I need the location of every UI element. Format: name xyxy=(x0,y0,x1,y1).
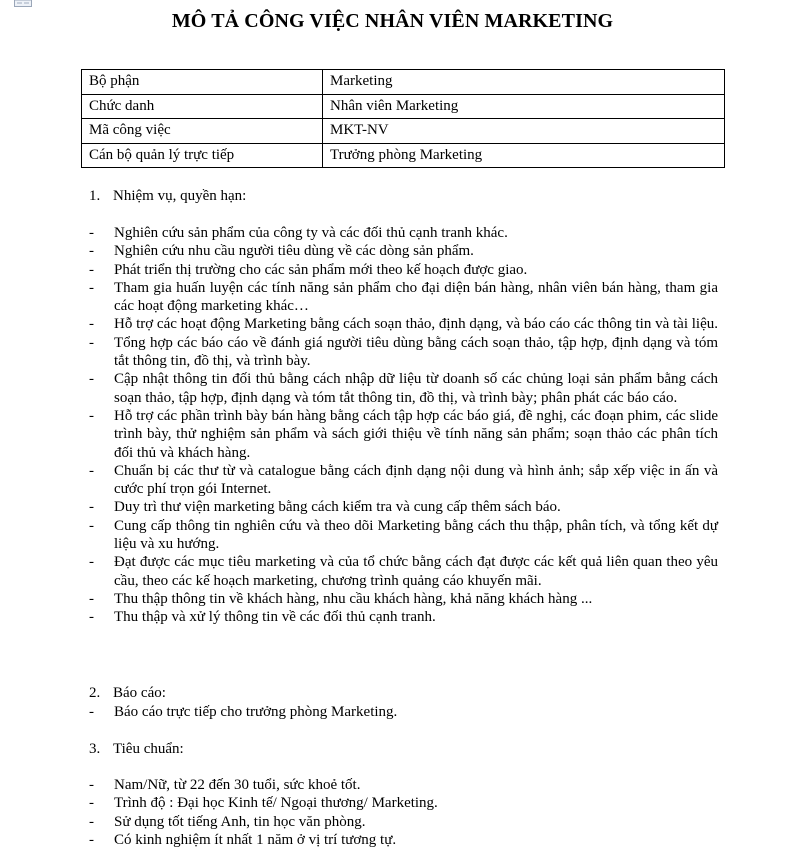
table-cell-value: MKT-NV xyxy=(323,119,725,144)
table-row xyxy=(82,119,725,144)
list-item: - Hỗ trợ các phần trình bày bán hàng bằng cách tập hợp các báo giá, đề nghị, các đoạn phim, các slide trình bày, thử nghiệm sản phẩm và sách giới thiệu về tính năng sản phẩm; soạn thảo các phân tích đối thủ và khách hàng. xyxy=(89,407,718,462)
list-item: - Tổng hợp các báo cáo về đánh giá người tiêu dùng bằng cách soạn thảo, tập hợp, định dạng và tóm tắt thông tin, đồ thị, và trình bày. xyxy=(89,334,718,371)
list-item: - Thu thập thông tin về khách hàng, nhu cầu khách hàng, khả năng khách hàng ... xyxy=(89,590,718,608)
list-item: - Cung cấp thông tin nghiên cứu và theo dõi Marketing bằng cách thu thập, phân tích, và tổng kết dự liệu và xu hướng. xyxy=(89,517,718,554)
table-row xyxy=(82,94,725,119)
list-item: - Thu thập và xử lý thông tin về các đối thủ cạnh tranh. xyxy=(89,608,718,626)
duties-list xyxy=(89,224,718,627)
requirements-list xyxy=(89,776,718,849)
list-item: - Chuẩn bị các thư từ và catalogue bằng cách định dạng nội dung và hình ảnh; sắp xếp việc in ấn và cước phí trọn gói Internet. xyxy=(89,462,718,499)
table-cell-label: Cán bộ quản lý trực tiếp xyxy=(82,143,323,168)
section-number: 1. xyxy=(89,188,101,204)
list-item: - Nam/Nữ, từ 22 đến 30 tuổi, sức khoẻ tốt. xyxy=(89,776,718,794)
table-cell-value: Marketing xyxy=(323,70,725,95)
section-heading-text: Báo cáo: xyxy=(113,685,166,701)
job-info-table xyxy=(81,69,725,168)
section-heading-requirements xyxy=(89,740,184,758)
document-corner-icon xyxy=(14,0,32,7)
document-title: MÔ TẢ CÔNG VIỆC NHÂN VIÊN MARKETING xyxy=(171,10,614,32)
list-item: - Phát triển thị trường cho các sản phẩm mới theo kế hoạch được giao. xyxy=(89,261,718,279)
section-heading-text: Nhiệm vụ, quyền hạn: xyxy=(113,188,247,204)
table-cell-label: Chức danh xyxy=(82,94,323,119)
list-item: - Hỗ trợ các hoạt động Marketing bằng cách soạn thảo, định dạng, và báo cáo các thông tin và tài liệu. xyxy=(89,315,718,333)
list-item: - Có kinh nghiệm ít nhất 1 năm ở vị trí tương tự. xyxy=(89,831,718,849)
table-cell-value: Trưởng phòng Marketing xyxy=(323,143,725,168)
table-row xyxy=(82,70,725,95)
list-item: - Trình độ : Đại học Kinh tế/ Ngoại thương/ Marketing. xyxy=(89,794,718,812)
list-item: - Nghiên cứu sản phẩm của công ty và các đối thủ cạnh tranh khác. xyxy=(89,224,718,242)
list-item: - Nghiên cứu nhu cầu người tiêu dùng về các dòng sản phẩm. xyxy=(89,242,718,260)
section-heading-duties xyxy=(89,187,246,205)
section-heading-text: Tiêu chuẩn: xyxy=(113,741,184,757)
reporting-list xyxy=(89,703,718,721)
table-cell-value: Nhân viên Marketing xyxy=(323,94,725,119)
list-item: - Cập nhật thông tin đối thủ bằng cách nhập dữ liệu từ doanh số các chủng loại sản phẩm bằng cách soạn thảo, tập hợp, định dạng và tóm tắt thông tin, đồ thị, và trình bày; phân phát các báo cáo. xyxy=(89,370,718,407)
table-cell-label: Mã công việc xyxy=(82,119,323,144)
list-item: - Tham gia huấn luyện các tính năng sản phẩm cho đại diện bán hàng, nhân viên bán hàng, tham gia các hoạt động marketing khác… xyxy=(89,279,718,316)
list-item: - Duy trì thư viện marketing bằng cách kiểm tra và cung cấp thêm sách báo. xyxy=(89,498,718,516)
table-row xyxy=(82,143,725,168)
section-number: 2. xyxy=(89,685,101,701)
section-heading-reporting xyxy=(89,684,166,702)
list-item: - Sử dụng tốt tiếng Anh, tin học văn phòng. xyxy=(89,813,718,831)
list-item: - Đạt được các mục tiêu marketing và của tổ chức bằng cách đạt được các kết quả liên quan theo yêu cầu, theo các kế hoạch marketing, chương trình quảng cáo khuyến mãi. xyxy=(89,553,718,590)
table-cell-label: Bộ phận xyxy=(82,70,323,95)
section-number: 3. xyxy=(89,741,101,757)
list-item: - Báo cáo trực tiếp cho trưởng phòng Marketing. xyxy=(89,703,718,721)
